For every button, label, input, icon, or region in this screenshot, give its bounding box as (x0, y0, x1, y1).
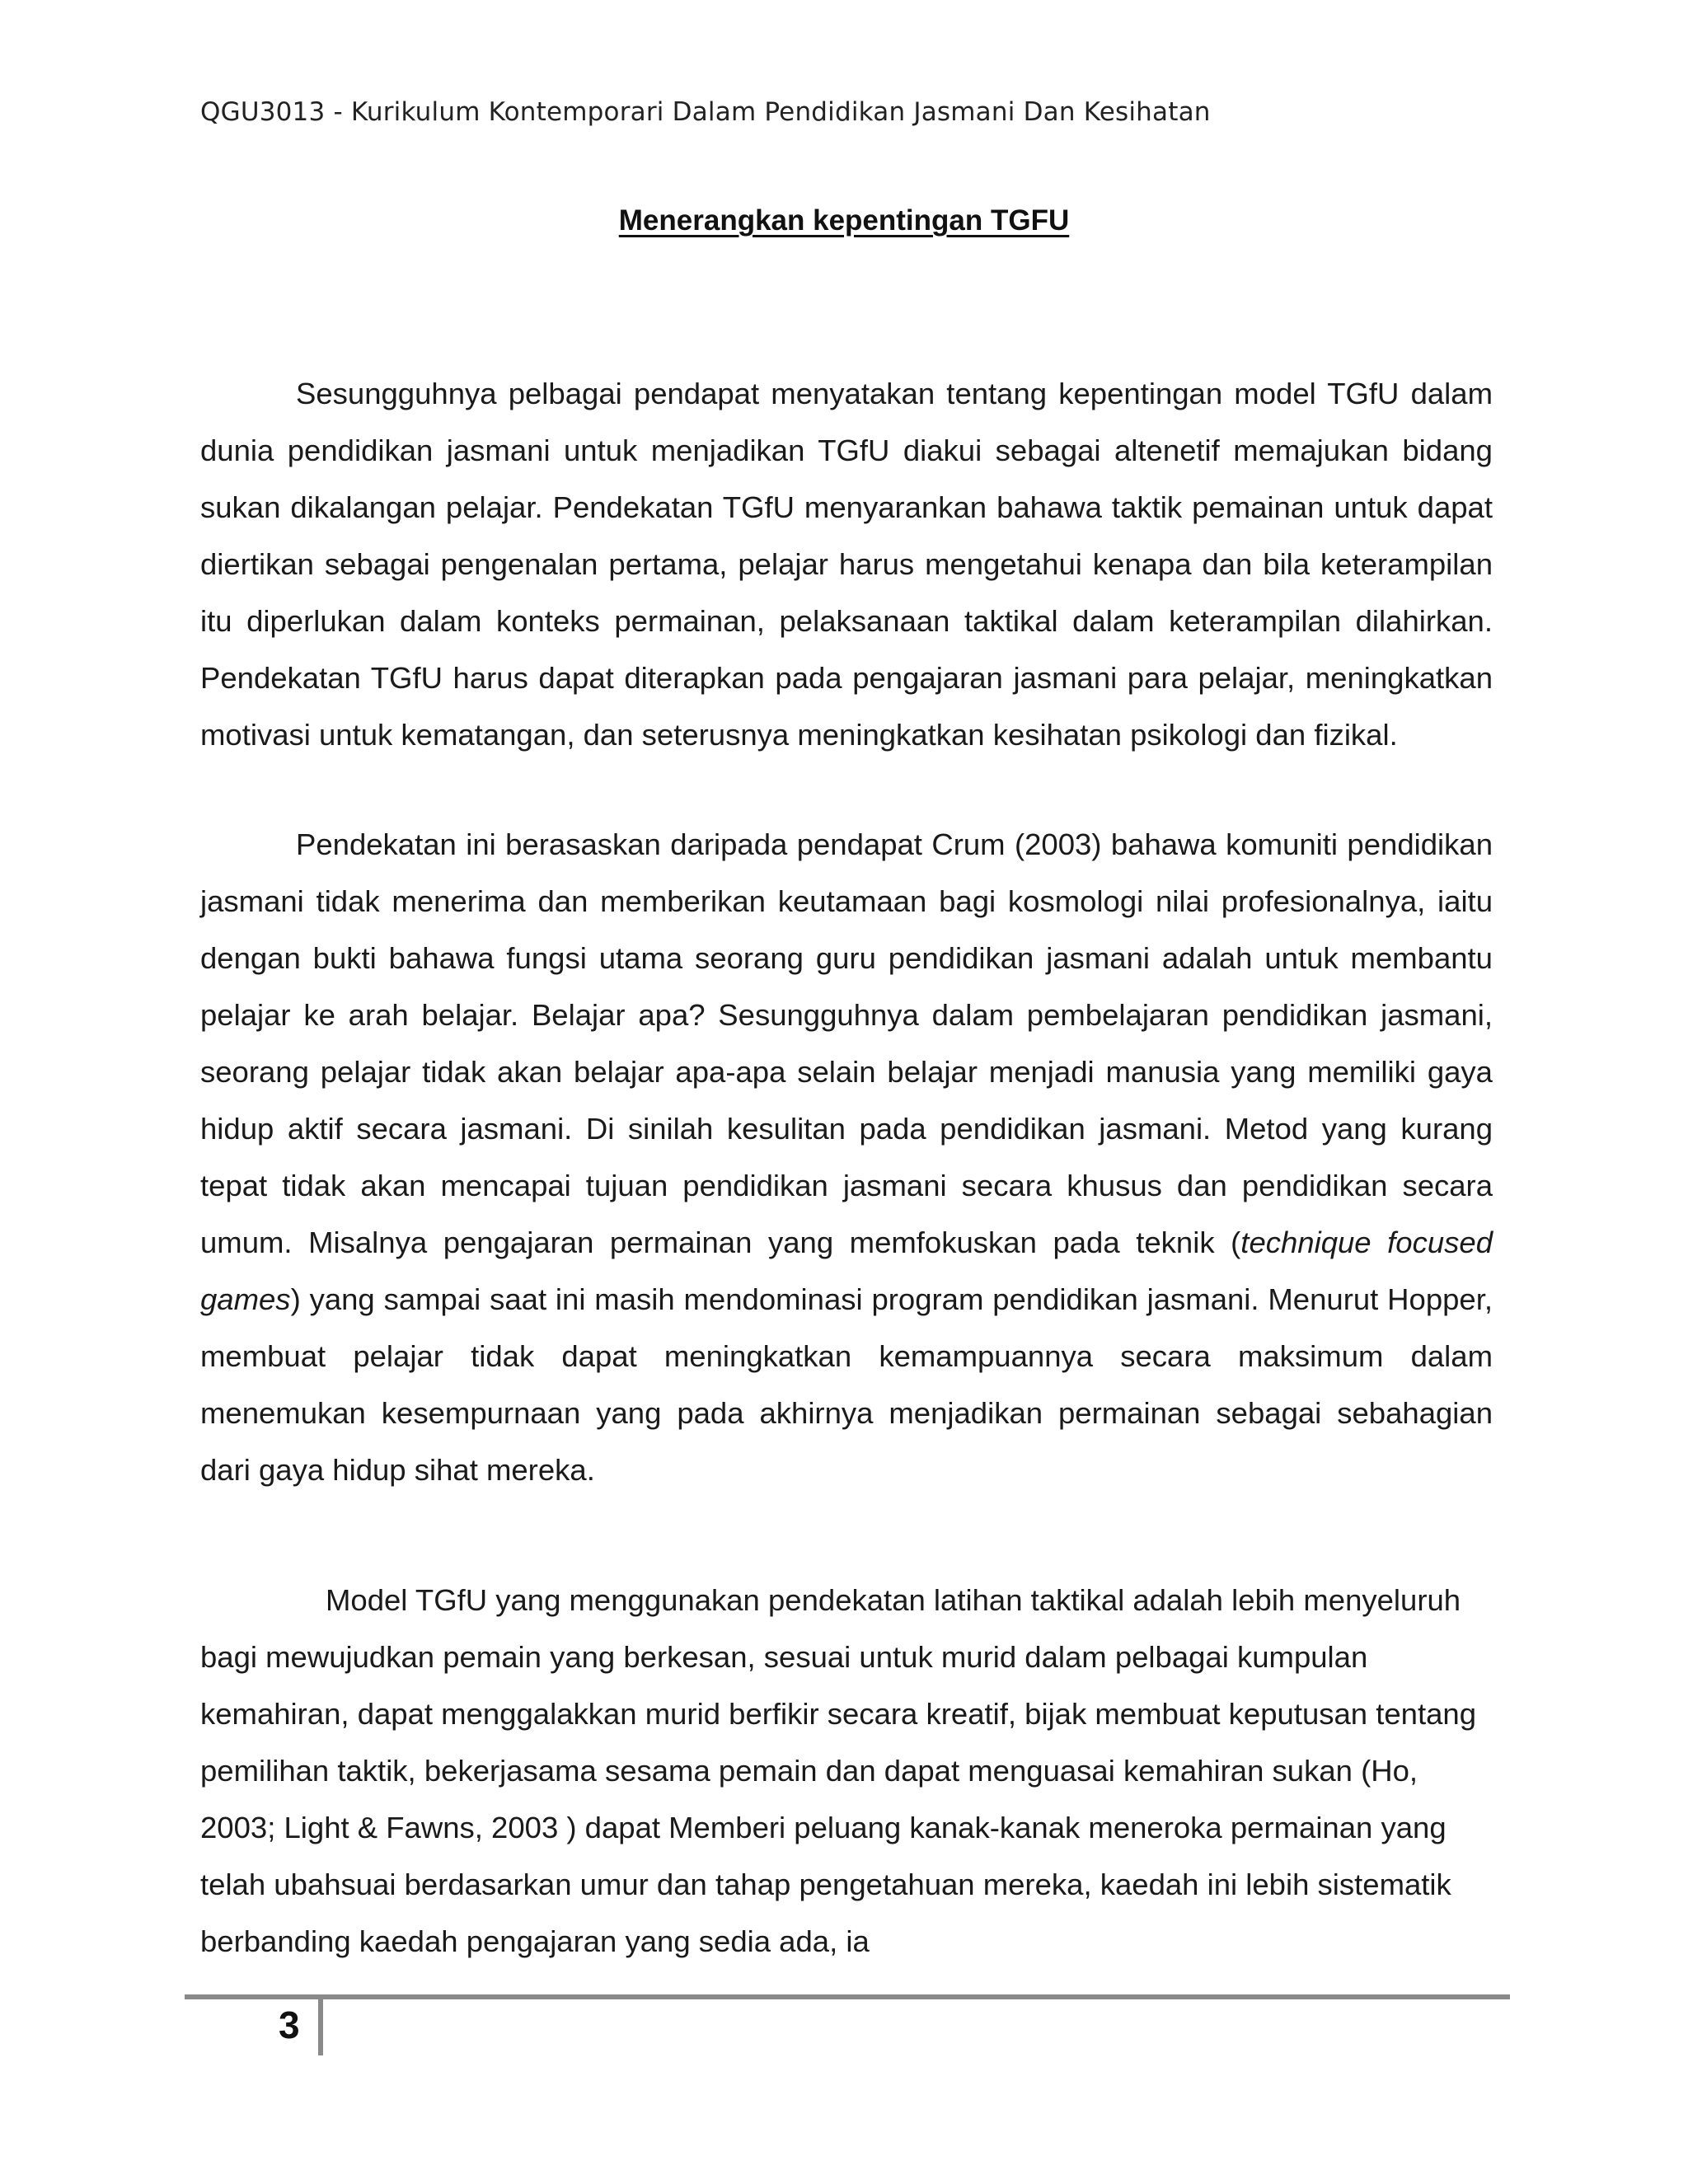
paragraph-2-text-start: Pendekatan ini berasaskan daripada pendapat Crum (2003) bahawa komuniti pendidikan jasmani tidak menerima dan memberikan keutamaan bagi kosmologi nilai profesionalnya, iaitu dengan bukti bahawa fungsi utama seorang guru pendidikan jasmani adalah untuk membantu pelajar ke arah belajar. Belajar apa? Sesungguhnya dalam pembelajaran pendidikan jasmani, seorang pelajar tidak akan belajar apa-apa selain belajar menjadi manusia yang memiliki gaya hidup aktif secara jasmani. Di sinilah kesulitan pada pendidikan jasmani. Metod yang kurang tepat tidak akan mencapai tujuan pendidikan jasmani secara khusus dan pendidikan secara umum. Misalnya pengajaran permainan yang memfokuskan pada teknik ( (200, 827, 1493, 1259)
paragraph-2-text-end: ) yang sampai saat ini masih mendominasi program pendidikan jasmani. Menurut Hopper, membuat pelajar tidak dapat meningkatkan kemampuannya secara maksimum dalam menemukan kesempurnaan yang pada akhirnya menjadikan permainan sebagai sebahagian dari gaya hidup sihat mereka. (200, 1282, 1493, 1487)
footer-divider (318, 1999, 323, 2055)
paragraph-2-block (200, 816, 1493, 1498)
paragraph-1-block (200, 365, 1493, 763)
paragraph-2-italic-term: technique focused games (200, 1226, 1493, 1316)
page-number: 3 (279, 2004, 300, 2046)
page-header: QGU3013 - Kurikulum Kontemporari Dalam Pendidikan Jasmani Dan Kesihatan (200, 97, 1211, 127)
paragraph-3-block (200, 1572, 1493, 1970)
document-title: Menerangkan kepentingan TGFU (618, 204, 1070, 237)
paragraph-3: Model TGfU yang menggunakan pendekatan latihan taktikal adalah lebih menyeluruh bagi mewujudkan pemain yang berkesan, sesuai untuk murid dalam pelbagai kumpulan kemahiran, dapat menggalakkan murid berfikir secara kreatif, bijak membuat keputusan tentang pemilihan taktik, bekerjasama sesama pemain dan dapat menguasai kemahiran sukan (Ho, 2003; Light & Fawns, 2003 ) dapat Memberi peluang kanak-kanak meneroka permainan yang telah ubahsuai berdasarkan umur dan tahap pengetahuan mereka, kaedah ini lebih sistematik berbanding kaedah pengajaran yang sedia ada, ia (200, 1583, 1477, 1958)
paragraph-2 (200, 816, 1493, 1498)
paragraph-1: Sesungguhnya pelbagai pendapat menyatakan tentang kepentingan model TGfU dalam dunia pendidikan jasmani untuk menjadikan TGfU diakui sebagai altenetif memajukan bidang sukan dikalangan pelajar. Pendekatan TGfU menyarankan bahawa taktik pemainan untuk dapat diertikan sebagai pengenalan pertama, pelajar harus mengetahui kenapa dan bila keterampilan itu diperlukan dalam konteks permainan, pelaksanaan taktikal dalam keterampilan dilahirkan. Pendekatan TGfU harus dapat diterapkan pada pengajaran jasmani para pelajar, meningkatkan motivasi untuk kematangan, dan seterusnya meningkatkan kesihatan psikologi dan fizikal. (200, 377, 1493, 752)
footer-rule (185, 1994, 1510, 1999)
